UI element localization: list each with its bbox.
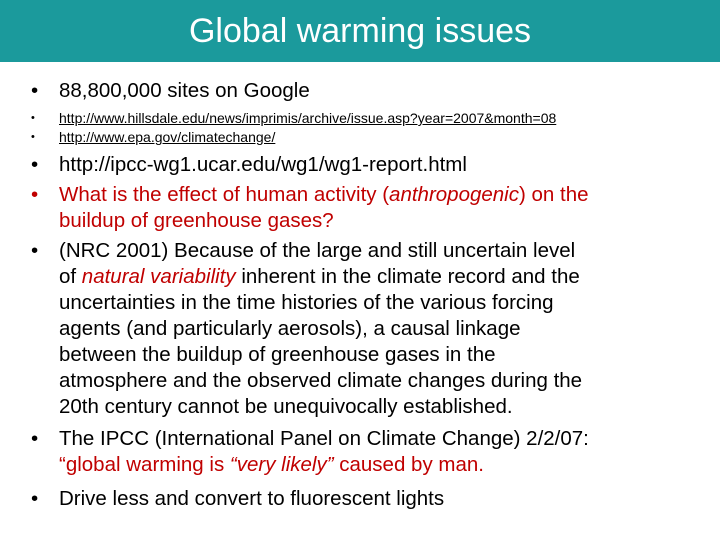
nrc-line-7: 20th century cannot be unequivocally established. bbox=[59, 395, 513, 418]
slide-title: Global warming issues bbox=[188, 11, 532, 50]
nrc-line-4: agents (and particularly aerosols), a causal linkage bbox=[59, 317, 521, 340]
bullet-dot: • bbox=[31, 427, 39, 450]
nrc-line-3: uncertainties in the time histories of the various forcing bbox=[59, 291, 554, 314]
ipcc-url-text: http://ipcc-wg1.ucar.edu/wg1/wg1-report.html bbox=[59, 153, 467, 176]
bullet-dot: • bbox=[31, 112, 35, 124]
bullet-dot: • bbox=[31, 79, 39, 102]
bullet-dot: • bbox=[31, 183, 39, 206]
epa-link[interactable]: http://www.epa.gov/climatechange/ bbox=[59, 129, 276, 145]
ipcc-line-2: “global warming is “very likely” caused by man. bbox=[59, 453, 484, 476]
natural-variability-term: natural variability bbox=[81, 265, 236, 288]
anthropogenic-term: anthropogenic bbox=[389, 183, 519, 206]
nrc-line-6: atmosphere and the observed climate changes during the bbox=[59, 369, 583, 392]
nrc-line-2: of natural variability inherent in the climate record and the bbox=[59, 265, 580, 288]
nrc-line-1: (NRC 2001) Because of the large and still uncertain level bbox=[59, 239, 576, 262]
bullet-dot: • bbox=[31, 153, 39, 176]
nrc-line-5: between the buildup of greenhouse gases in the bbox=[59, 343, 496, 366]
slide-title-bar bbox=[0, 0, 720, 62]
question-line-2: buildup of greenhouse gases? bbox=[59, 209, 334, 232]
bullet-dot: • bbox=[31, 131, 35, 143]
bullet-text: 88,800,000 sites on Google bbox=[59, 79, 310, 102]
hillsdale-link[interactable]: http://www.hillsdale.edu/news/imprimis/archive/issue.asp?year=2007&month=08 bbox=[59, 110, 557, 126]
question-line-1: What is the effect of human activity (anthropogenic) on the bbox=[59, 183, 589, 206]
drive-less-text: Drive less and convert to fluorescent lights bbox=[59, 487, 445, 510]
very-likely-term: “very likely” bbox=[229, 453, 334, 476]
bullet-dot: • bbox=[31, 487, 39, 510]
bullet-dot: • bbox=[31, 239, 39, 262]
ipcc-line-1: The IPCC (International Panel on Climate Change) 2/2/07: bbox=[59, 427, 589, 450]
